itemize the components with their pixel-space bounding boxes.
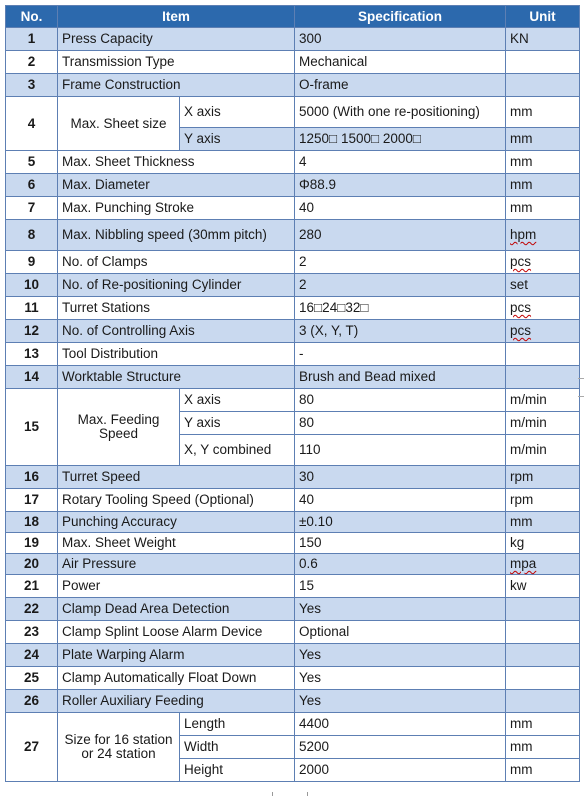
spec-value: 280 — [295, 220, 506, 251]
spec-value: 40 — [295, 197, 506, 220]
item-name: Turret Speed — [58, 466, 295, 489]
unit-value: kg — [506, 533, 580, 554]
sub-item-label: Y axis — [180, 128, 295, 151]
unit-value: mm — [506, 736, 580, 759]
row-number: 6 — [6, 174, 58, 197]
spec-value: Φ88.9 — [295, 174, 506, 197]
spec-value: 15 — [295, 575, 506, 598]
unit-value: mpa — [506, 554, 580, 575]
spec-value: 4400 — [295, 713, 506, 736]
item-name: Punching Accuracy — [58, 512, 295, 533]
table-row — [6, 512, 580, 533]
row-number: 9 — [6, 251, 58, 274]
spec-value: 150 — [295, 533, 506, 554]
item-name: Turret Stations — [58, 297, 295, 320]
spec-value: 2 — [295, 274, 506, 297]
page-edge-marker — [272, 792, 308, 796]
unit-value: mm — [506, 713, 580, 736]
table-row — [6, 667, 580, 690]
spec-value: Yes — [295, 690, 506, 713]
item-name: No. of Clamps — [58, 251, 295, 274]
item-name: Max. Diameter — [58, 174, 295, 197]
row-number: 23 — [6, 621, 58, 644]
item-name: Frame Construction — [58, 74, 295, 97]
table-row — [6, 575, 580, 598]
item-name: Roller Auxiliary Feeding — [58, 690, 295, 713]
table-row — [6, 554, 580, 575]
item-name: Clamp Dead Area Detection — [58, 598, 295, 621]
table-row — [6, 466, 580, 489]
spec-value: 80 — [295, 389, 506, 412]
row-number: 7 — [6, 197, 58, 220]
item-name: Tool Distribution — [58, 343, 295, 366]
header-row — [6, 6, 580, 28]
spec-value: 2000 — [295, 759, 506, 782]
unit-value: mm — [506, 759, 580, 782]
row-number: 4 — [6, 97, 58, 151]
table-row — [6, 251, 580, 274]
table-row — [6, 97, 580, 128]
table-row — [6, 690, 580, 713]
unit-value: mm — [506, 174, 580, 197]
table-row — [6, 343, 580, 366]
item-name: Power — [58, 575, 295, 598]
unit-value: hpm — [506, 220, 580, 251]
table-row — [6, 297, 580, 320]
row-number: 25 — [6, 667, 58, 690]
row-number: 10 — [6, 274, 58, 297]
spec-value: 2 — [295, 251, 506, 274]
table-row — [6, 489, 580, 512]
spec-value: 80 — [295, 412, 506, 435]
row-number: 24 — [6, 644, 58, 667]
row-number: 17 — [6, 489, 58, 512]
table-row — [6, 644, 580, 667]
item-name: Press Capacity — [58, 28, 295, 51]
spec-value: 4 — [295, 151, 506, 174]
row-number: 27 — [6, 713, 58, 782]
sub-item-label: X axis — [180, 389, 295, 412]
item-name: Rotary Tooling Speed (Optional) — [58, 489, 295, 512]
table-row — [6, 74, 580, 97]
sub-item-label: Length — [180, 713, 295, 736]
group-label: Max. Feeding Speed — [58, 389, 180, 466]
unit-value: mm — [506, 151, 580, 174]
row-number: 18 — [6, 512, 58, 533]
spec-value: 0.6 — [295, 554, 506, 575]
table-row — [6, 389, 580, 412]
sub-item-label: X axis — [180, 97, 295, 128]
table-row — [6, 366, 580, 389]
row-number: 11 — [6, 297, 58, 320]
spec-value: Yes — [295, 598, 506, 621]
item-name: Plate Warping Alarm — [58, 644, 295, 667]
unit-value — [506, 51, 580, 74]
row-number: 13 — [6, 343, 58, 366]
unit-value: m/min — [506, 389, 580, 412]
table-row — [6, 621, 580, 644]
unit-value — [506, 74, 580, 97]
table-row — [6, 320, 580, 343]
unit-value — [506, 366, 580, 389]
item-name: Clamp Splint Loose Alarm Device — [58, 621, 295, 644]
spec-value: 40 — [295, 489, 506, 512]
row-number: 2 — [6, 51, 58, 74]
header-unit: Unit — [506, 6, 580, 28]
unit-value — [506, 690, 580, 713]
sub-item-label: Width — [180, 736, 295, 759]
row-number: 26 — [6, 690, 58, 713]
unit-value: pcs — [506, 320, 580, 343]
spec-value: 1250□ 1500□ 2000□ — [295, 128, 506, 151]
unit-value: mm — [506, 97, 580, 128]
item-name: Clamp Automatically Float Down — [58, 667, 295, 690]
unit-value: mm — [506, 197, 580, 220]
spec-value: Yes — [295, 644, 506, 667]
row-number: 3 — [6, 74, 58, 97]
sub-item-label: Height — [180, 759, 295, 782]
spec-value: 16□24□32□ — [295, 297, 506, 320]
unit-value: pcs — [506, 251, 580, 274]
row-number: 21 — [6, 575, 58, 598]
unit-value: m/min — [506, 412, 580, 435]
item-name: No. of Re-positioning Cylinder — [58, 274, 295, 297]
spec-value: 5200 — [295, 736, 506, 759]
row-number: 22 — [6, 598, 58, 621]
item-name: Air Pressure — [58, 554, 295, 575]
unit-value: set — [506, 274, 580, 297]
item-name: Transmission Type — [58, 51, 295, 74]
page-margin-mark — [578, 396, 584, 397]
table-row — [6, 51, 580, 74]
item-name: Max. Punching Stroke — [58, 197, 295, 220]
unit-value — [506, 667, 580, 690]
row-number: 15 — [6, 389, 58, 466]
sub-item-label: X, Y combined — [180, 435, 295, 466]
item-name: Worktable Structure — [58, 366, 295, 389]
table-row — [6, 533, 580, 554]
table-row — [6, 151, 580, 174]
row-number: 19 — [6, 533, 58, 554]
table-row — [6, 197, 580, 220]
spec-value: ±0.10 — [295, 512, 506, 533]
unit-value: mm — [506, 128, 580, 151]
spec-value: Mechanical — [295, 51, 506, 74]
unit-value — [506, 621, 580, 644]
header-item: Item — [58, 6, 295, 28]
sub-item-label: Y axis — [180, 412, 295, 435]
table-row — [6, 598, 580, 621]
specification-table — [5, 5, 580, 782]
spec-value: 110 — [295, 435, 506, 466]
row-number: 20 — [6, 554, 58, 575]
unit-value — [506, 644, 580, 667]
unit-value: rpm — [506, 466, 580, 489]
row-number: 1 — [6, 28, 58, 51]
table-row — [6, 174, 580, 197]
spec-value: Brush and Bead mixed — [295, 366, 506, 389]
header-no: No. — [6, 6, 58, 28]
unit-value: pcs — [506, 297, 580, 320]
spec-value: Optional — [295, 621, 506, 644]
table-row — [6, 713, 580, 736]
row-number: 14 — [6, 366, 58, 389]
item-name: Max. Sheet Thickness — [58, 151, 295, 174]
group-label: Max. Sheet size — [58, 97, 180, 151]
unit-value: kw — [506, 575, 580, 598]
row-number: 5 — [6, 151, 58, 174]
spec-value: - — [295, 343, 506, 366]
table-row — [6, 274, 580, 297]
spec-value: 3 (X, Y, T) — [295, 320, 506, 343]
row-number: 16 — [6, 466, 58, 489]
spec-value: 300 — [295, 28, 506, 51]
group-label: Size for 16 station or 24 station — [58, 713, 180, 782]
table-row — [6, 220, 580, 251]
header-specification: Specification — [295, 6, 506, 28]
page-margin-mark — [578, 378, 584, 379]
unit-value — [506, 598, 580, 621]
row-number: 8 — [6, 220, 58, 251]
unit-value: rpm — [506, 489, 580, 512]
unit-value — [506, 343, 580, 366]
spec-value: Yes — [295, 667, 506, 690]
spec-value: 30 — [295, 466, 506, 489]
row-number: 12 — [6, 320, 58, 343]
unit-value: KN — [506, 28, 580, 51]
item-name: Max. Sheet Weight — [58, 533, 295, 554]
table-row — [6, 28, 580, 51]
item-name: Max. Nibbling speed (30mm pitch) — [58, 220, 295, 251]
unit-value: m/min — [506, 435, 580, 466]
unit-value: mm — [506, 512, 580, 533]
spec-value: O-frame — [295, 74, 506, 97]
spec-value: 5000 (With one re-positioning) — [295, 97, 506, 128]
item-name: No. of Controlling Axis — [58, 320, 295, 343]
